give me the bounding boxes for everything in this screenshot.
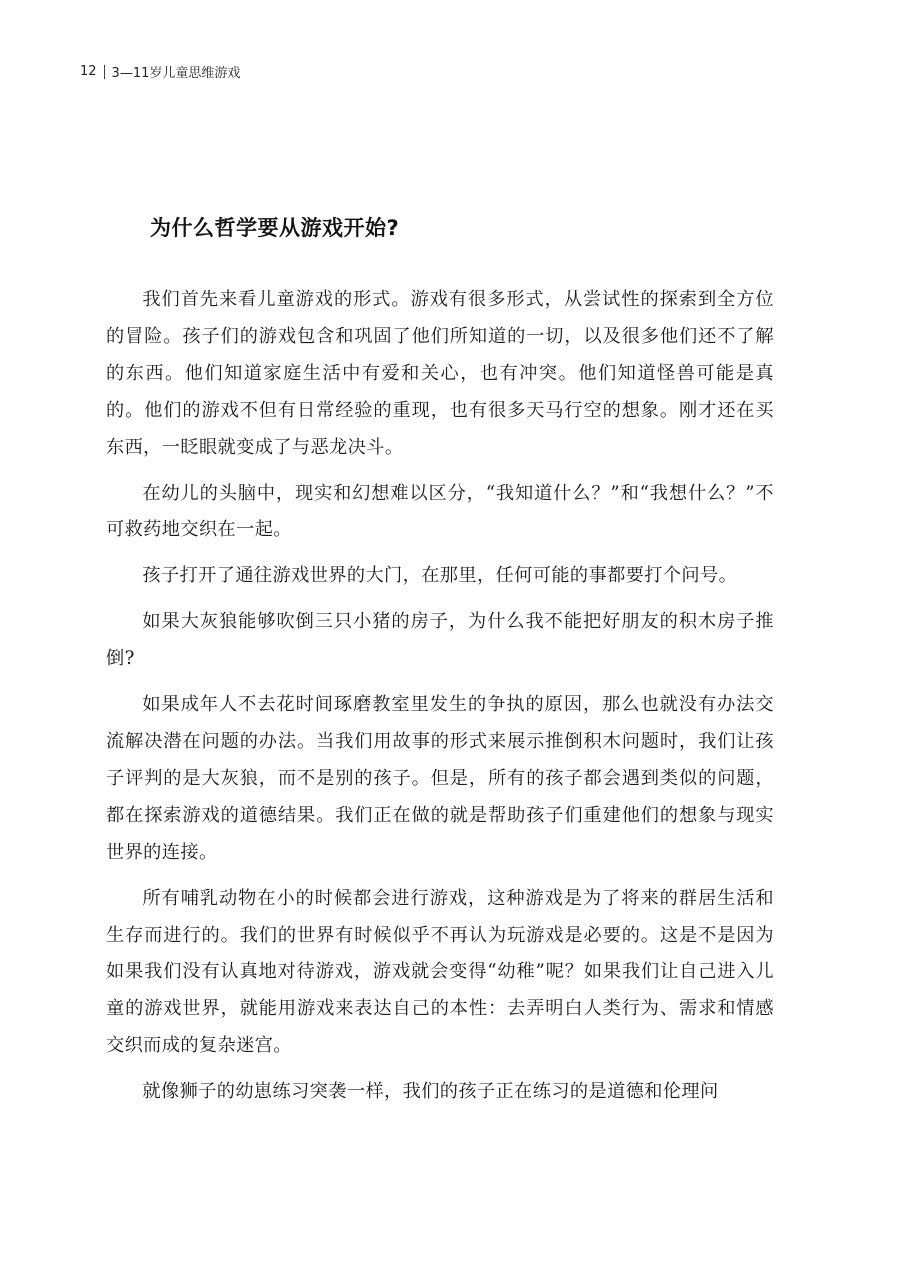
paragraph: 所有哺乳动物在小的时候都会进行游戏，这种游戏是为了将来的群居生活和生存而进行的。我们的世界有时候似乎不再认为玩游戏是必要的。这是不是因为如果我们没有认真地对待游戏，游戏就会变得“幼稚”呢？如果我们让自己进入儿童的游戏世界，就能用游戏来表达自己的本性：去弄明白人类行为、需求和情感交织而成的复杂迷宫。 [106,887,774,1057]
paragraph: 就像狮子的幼崽练习突袭一样，我们的孩子正在练习的是道德和伦理问 [142,1081,719,1103]
paragraph: 在幼儿的头脑中，现实和幻想难以区分，“我知道什么？”和“我想什么？”不可救药地交织在一起。 [106,482,774,541]
body-text [106,282,774,1111]
page-number: 12 [80,64,97,79]
running-head [80,62,240,81]
paragraph: 如果大灰狼能够吹倒三只小猪的房子，为什么我不能把好朋友的积木房子推倒? [106,611,774,670]
paragraph: 我们首先来看儿童游戏的形式。游戏有很多形式，从尝试性的探索到全方位的冒险。孩子们的游戏包含和巩固了他们所知道的一切，以及很多他们还不了解的东西。他们知道家庭生活中有爱和关心，也有冲突。他们知道怪兽可能是真的。他们的游戏不但有日常经验的重现，也有很多天马行空的想象。刚才还在买东西，一眨眼就变成了与恶龙决斗。 [106,289,774,458]
book-title: 3—11岁儿童思维游戏 [111,66,241,81]
header-divider [104,65,105,79]
paragraph: 孩子打开了通往游戏世界的大门，在那里，任何可能的事都要打个问号。 [142,565,738,587]
paragraph: 如果成年人不去花时间琢磨教室里发生的争执的原因，那么也就没有办法交流解决潜在问题的办法。当我们用故事的形式来展示推倒积木问题时，我们让孩子评判的是大灰狼，而不是别的孩子。但是，所有的孩子都会遇到类似的问题，都在探索游戏的道德结果。我们正在做的就是帮助孩子们重建他们的想象与现实世界的连接。 [106,694,774,863]
section-title: 为什么哲学要从游戏开始? [150,216,400,240]
